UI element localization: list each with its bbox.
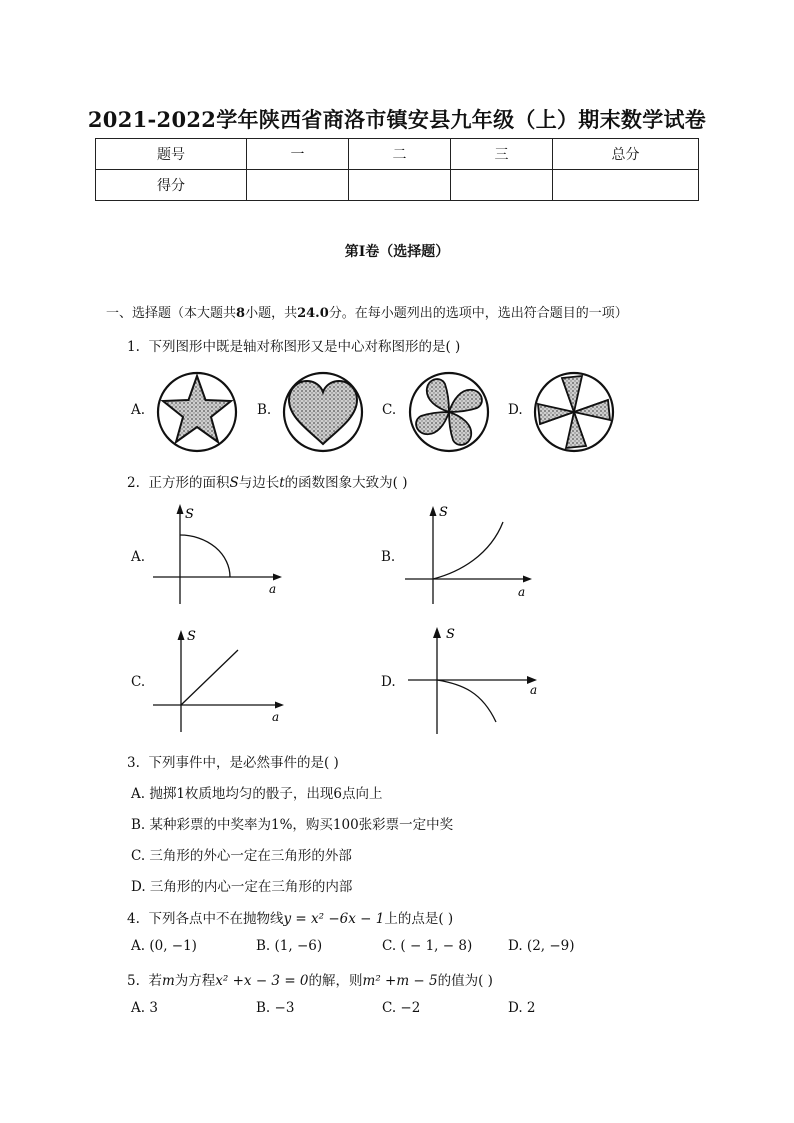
score-table bbox=[95, 138, 699, 201]
q5-option-b[interactable]: B. −3 bbox=[256, 1000, 295, 1016]
q4-option-b[interactable]: B. (1, −6) bbox=[256, 938, 323, 954]
axis-a-label: a bbox=[518, 585, 526, 599]
axis-a-label: a bbox=[272, 710, 280, 724]
q1-option-b-label: B. bbox=[257, 402, 272, 418]
score-header-cell: 三 bbox=[451, 139, 553, 170]
q1-option-d-label: D. bbox=[508, 402, 523, 418]
section-heading: 一、选择题（本大题共8小题，共24.0分。在每小题列出的选项中，选出符合题目的一项） bbox=[106, 306, 628, 321]
q3-option-d[interactable]: D. 三角形的内心一定在三角形的内部 bbox=[131, 879, 353, 895]
pinwheel-in-circle-icon bbox=[532, 370, 616, 454]
score-cell[interactable] bbox=[247, 170, 349, 201]
score-header-cell: 题号 bbox=[96, 139, 247, 170]
q2-option-b-label: B. bbox=[381, 549, 396, 565]
heart-in-circle-icon bbox=[281, 370, 365, 454]
question-2: 2. 正方形的面积S与边长t的函数图象大致为( ) bbox=[127, 475, 408, 491]
axis-a-label: a bbox=[269, 582, 277, 596]
graph-c-linear bbox=[148, 624, 288, 734]
star-in-circle-icon bbox=[155, 370, 239, 454]
question-3: 3. 下列事件中，是必然事件的是( ) bbox=[127, 755, 339, 771]
exam-title: 2021-2022学年陕西省商洛市镇安县九年级（上）期末数学试卷 bbox=[87, 107, 707, 132]
q2-option-a-label: A. bbox=[131, 549, 146, 565]
expression: m² +m − 5 bbox=[362, 973, 438, 989]
graph-b-parabola bbox=[400, 500, 540, 610]
score-header-cell: 一 bbox=[247, 139, 349, 170]
score-table-score-row bbox=[96, 170, 699, 201]
score-cell[interactable] bbox=[553, 170, 699, 201]
part-title: 第I卷（选择题） bbox=[344, 244, 450, 260]
axis-s-label: S bbox=[185, 507, 194, 522]
graph-d-downward bbox=[400, 622, 550, 740]
score-cell[interactable] bbox=[451, 170, 553, 201]
score-table-header-row bbox=[96, 139, 699, 170]
axis-s-label: S bbox=[439, 505, 448, 520]
q2-option-d-label: D. bbox=[381, 674, 396, 690]
q1-option-c-label: C. bbox=[382, 402, 397, 418]
question-5: 5. 若m为方程x² +x − 3 = 0的解，则m² +m − 5的值为( ) bbox=[127, 973, 493, 989]
question-1: 1. 下列图形中既是轴对称图形又是中心对称图形的是( ) bbox=[127, 339, 461, 355]
score-header-cell: 二 bbox=[349, 139, 451, 170]
score-cell[interactable] bbox=[349, 170, 451, 201]
axis-s-label: S bbox=[187, 629, 196, 644]
q3-option-c[interactable]: C. 三角形的外心一定在三角形的外部 bbox=[131, 848, 352, 864]
q5-option-a[interactable]: A. 3 bbox=[131, 1000, 158, 1016]
question-4: 4. 下列各点中不在抛物线y = x² −6x − 1上的点是( ) bbox=[127, 911, 454, 927]
q3-option-a[interactable]: A. 抛掷1枚质地均匀的骰子，出现6点向上 bbox=[131, 786, 383, 802]
q2-option-c-label: C. bbox=[131, 674, 146, 690]
graph-a-quarter-circle bbox=[148, 500, 288, 610]
axis-s-label: S bbox=[446, 627, 455, 642]
axis-a-label: a bbox=[530, 683, 538, 697]
score-header-cell: 总分 bbox=[553, 139, 699, 170]
q4-option-c[interactable]: C. ( − 1, − 8) bbox=[382, 938, 473, 954]
q4-option-a[interactable]: A. (0, −1) bbox=[131, 938, 197, 954]
q5-option-d[interactable]: D. 2 bbox=[508, 1000, 536, 1016]
q5-option-c[interactable]: C. −2 bbox=[382, 1000, 421, 1016]
q1-option-a-label: A. bbox=[131, 402, 146, 418]
equation: x² +x − 3 = 0 bbox=[215, 973, 309, 989]
four-leaf-in-circle-icon bbox=[407, 370, 491, 454]
q3-option-b[interactable]: B. 某种彩票的中奖率为1%，购买100张彩票一定中奖 bbox=[131, 817, 454, 833]
q4-option-d[interactable]: D. (2, −9) bbox=[508, 938, 575, 954]
parabola-formula: y = x² −6x − 1 bbox=[283, 911, 385, 927]
score-row-label: 得分 bbox=[96, 170, 247, 201]
